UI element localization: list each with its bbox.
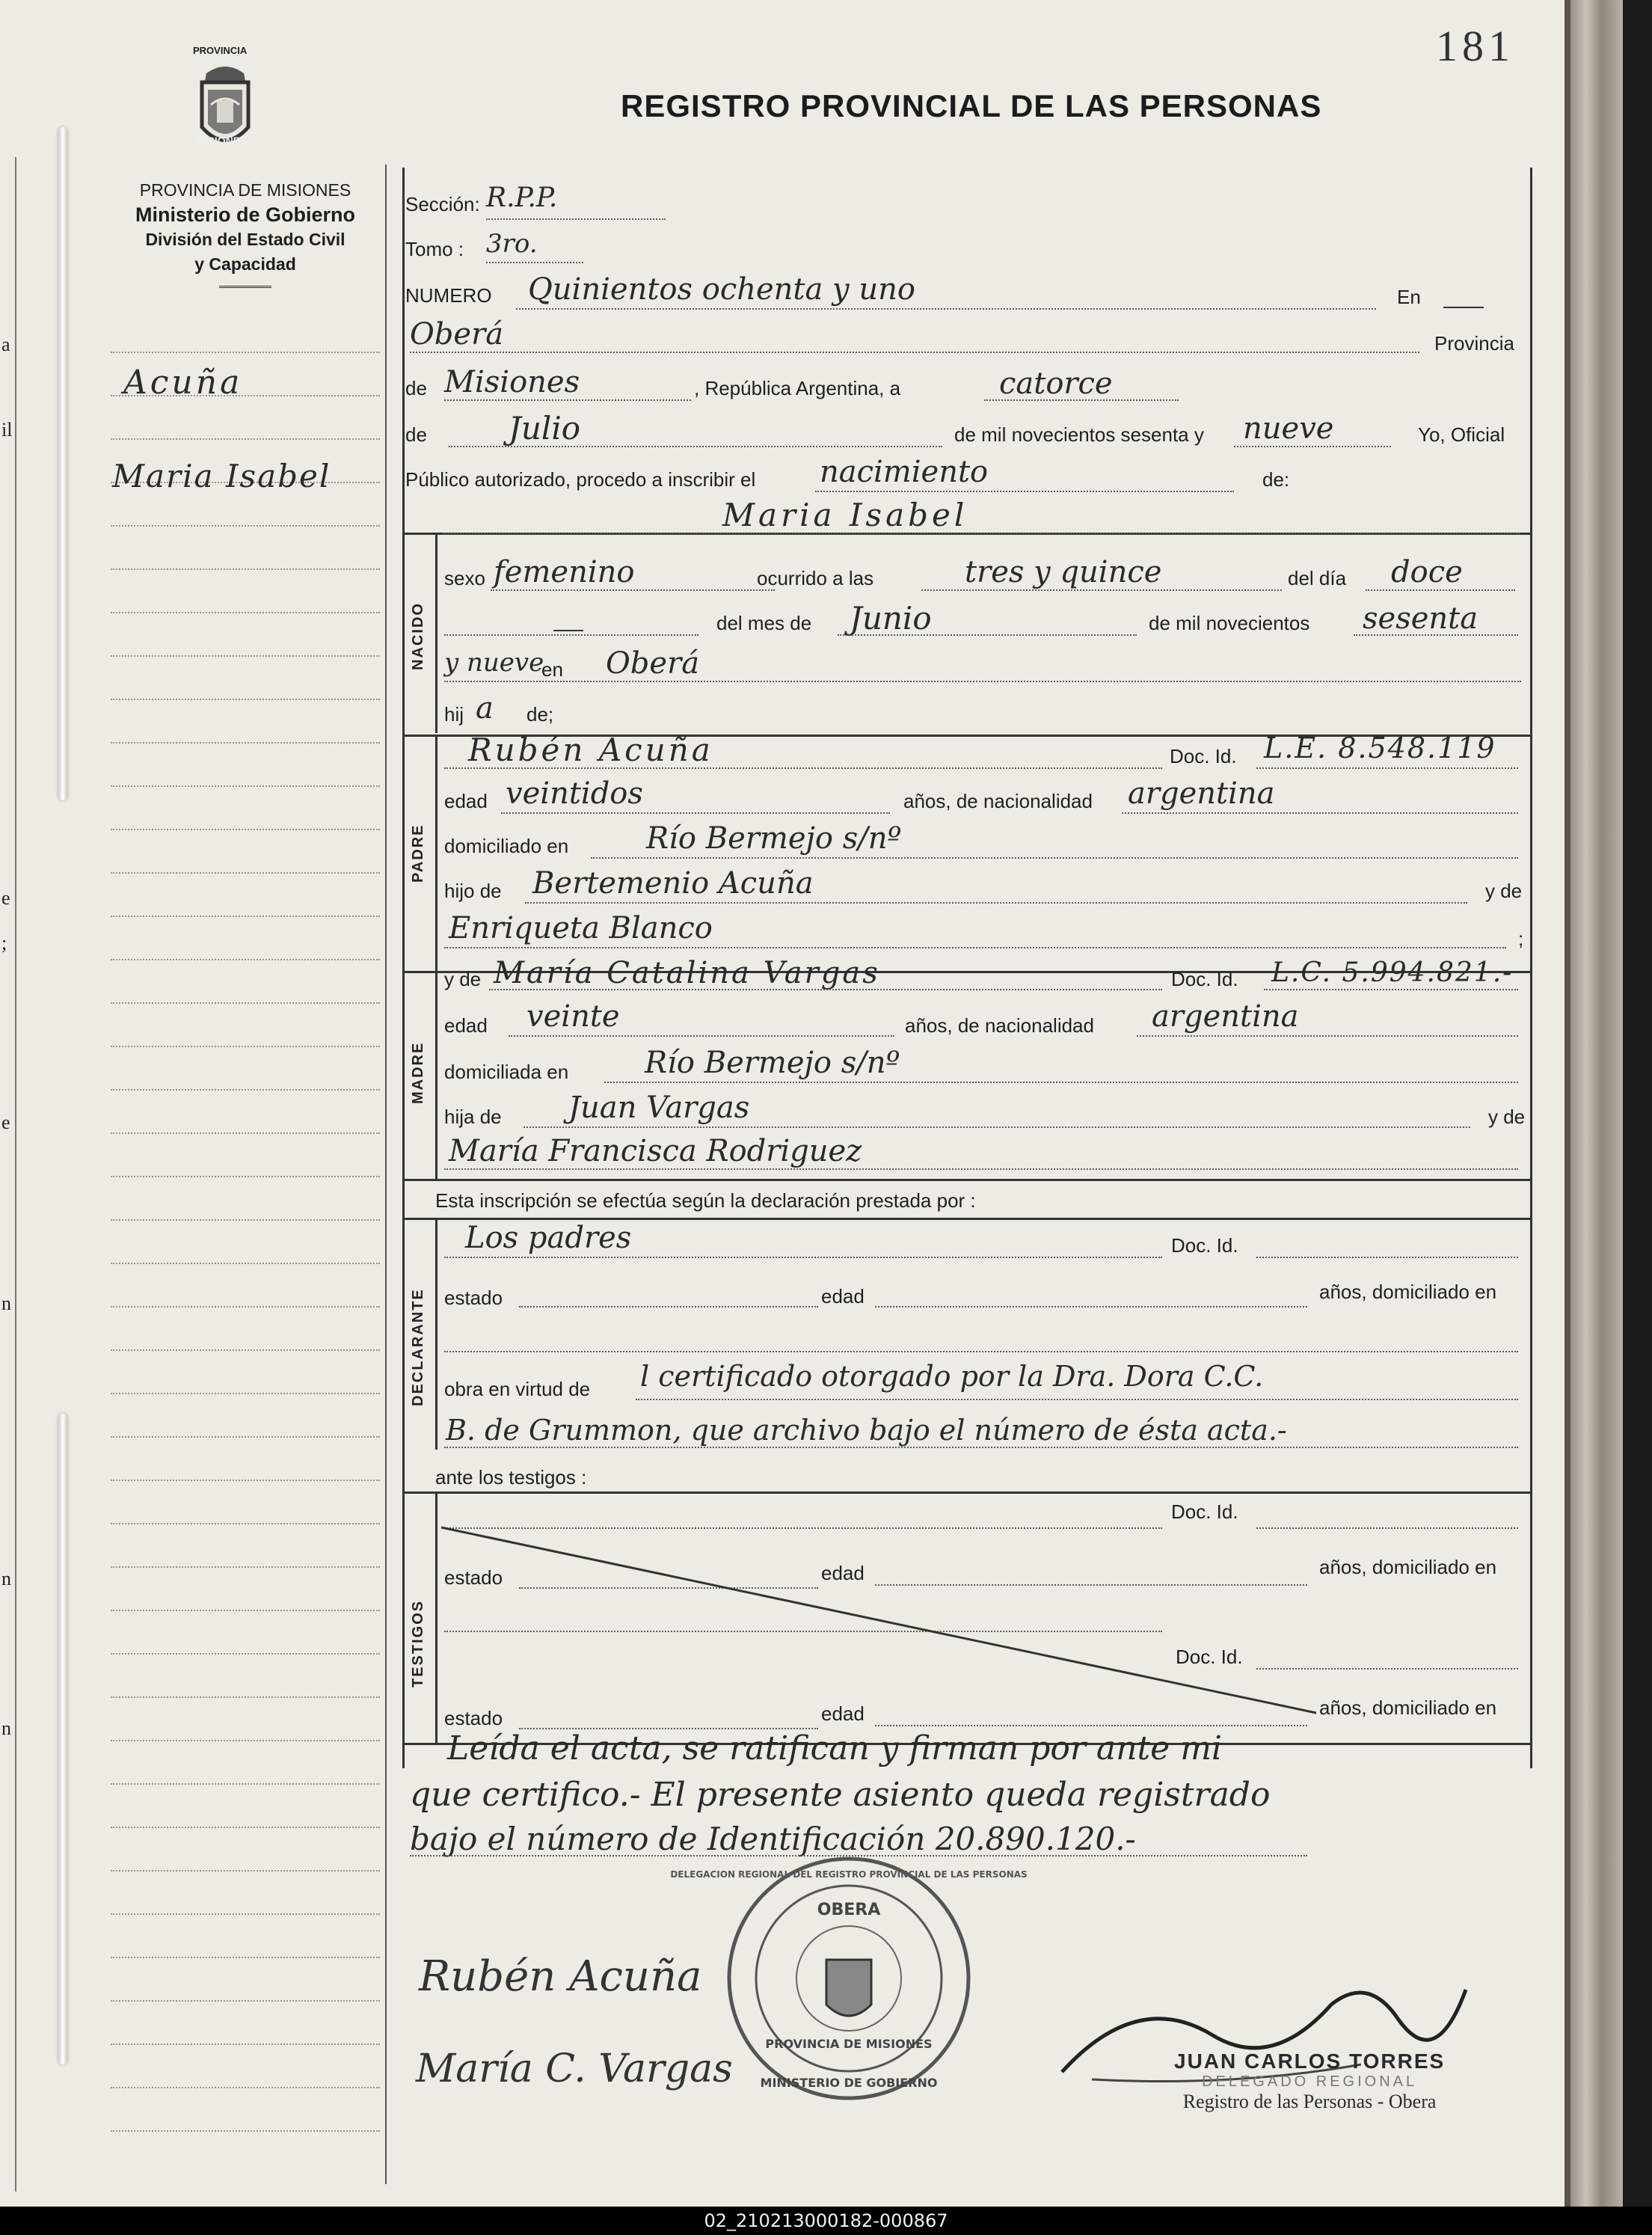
act-value: nacimiento [820,455,989,489]
madre-madre-de: María Francisca Rodriguez [449,1134,862,1168]
yo-oficial-label: Yo, Oficial [1418,423,1505,446]
padre-y-de-label: y de [1485,880,1523,902]
padre-semicolon: ; [1518,928,1524,950]
edge-fragment: n [1,1293,11,1314]
provincia-label: Provincia [1434,332,1514,355]
sexo-value: femenino [494,555,635,589]
nacido-name: Maria Isabel [722,497,968,533]
edge-fragment: n [1,1717,11,1739]
mil-label: de mil novecientos sesenta y [954,423,1204,446]
edge-fragment: il [1,419,13,441]
issuer-province: PROVINCIA DE MISIONES [139,180,351,200]
officer-title: DELEGADO REGIONAL [1202,2073,1418,2090]
hijo-suffix: a [476,691,494,726]
edge-fragment: ; [1,932,7,954]
testigo1-doc-label: Doc. Id. [1171,1500,1238,1523]
padre-doc-value: L.E. 8.548.119 [1264,732,1496,764]
month-value: Julio [509,410,581,447]
testigo1-edad-label: edad [821,1562,865,1584]
officer-block [1174,2049,1445,2113]
testigos-label: TESTIGOS [410,1599,426,1687]
madre-nacionalidad: argentina [1152,999,1299,1034]
ocurrido-label: ocurrido a las [757,567,874,589]
testigo2-doc-label: Doc. Id. [1176,1646,1243,1668]
stamp-bottom-text: MINISTERIO DE GOBIERNO [760,2076,938,2090]
obra-label: obra en virtud de [444,1378,591,1400]
obra-line2: B. de Grummon, que archivo bajo el número de ésta acta.- [446,1414,1287,1447]
closing-line1: Leída el acta, se ratifican y firman por ante mi [447,1729,1222,1768]
declarante-anios-label: años, domiciliado en [1319,1281,1497,1303]
anio2-value: y nueve [444,648,544,678]
de-label: de [405,377,427,399]
stamp-outer-text: DELEGACION REGIONAL DEL REGISTRO PROVINCIAL DE LAS PERSONAS [670,1869,1028,1880]
issuer-ministry: Ministerio de Gobierno [135,203,356,226]
declaracion-text: Esta inscripción se efectúa según la declaración prestada por : [435,1189,976,1212]
issuer-capacity: y Capacidad [194,254,296,274]
madre-label: MADRE [410,1041,426,1104]
madre-dom-label: domiciliada en [444,1061,569,1083]
deldia-label: del día [1288,567,1347,589]
stamp-center-text: OBERA [817,1901,881,1919]
issuer-division: División del Estado Civil [145,230,346,249]
madre-y-de-label: y de [444,968,482,990]
testigo1-estado-label: estado [444,1566,503,1589]
padre-edad-value: veintidos [506,776,643,811]
closing-line3: bajo el número de Identificación 20.890.120.- [410,1821,1136,1857]
madre-edad-value: veinte [526,999,620,1034]
madre-padre-de: Juan Vargas [568,1091,750,1125]
crest-top-text: PROVINCIA [193,45,248,56]
padre-doc-label: Doc. Id. [1170,745,1237,767]
de-semicolon-label: de; [526,703,554,726]
en-label: En [1397,286,1421,308]
stamp-province-text: PROVINCIA DE MISIONES [765,2037,933,2051]
edge-fragment: e [1,1112,10,1133]
closing-line2: que certifico.- El presente asiento queda registrado [410,1776,1271,1814]
madre-nac-label: años, de nacionalidad [905,1014,1094,1037]
anio-value: sesenta [1363,601,1478,636]
padre-nacionalidad: argentina [1128,776,1275,811]
image-id-footer: 02_210213000182-000867 [0,2207,1652,2235]
obra-line1: l certificado otorgado por la Dra. Dora C.C. [640,1360,1264,1393]
testigo2-anios-label: años, domiciliado en [1319,1696,1497,1719]
madre-hija-de-label: hija de [444,1106,502,1128]
page-number: 181 [1436,22,1514,70]
declarante-doc-label: Doc. Id. [1171,1234,1238,1257]
seccion-value: R.P.P. [486,183,558,213]
official-stamp-icon [670,1855,1028,2102]
mes-value: Junio [850,600,932,637]
padre-hijo-de-label: hijo de [444,880,502,902]
nacido-label: NACIDO [410,602,426,670]
place-value: Oberá [410,317,504,352]
province-value: Misiones [444,365,580,399]
numero-label: NUMERO [405,284,492,307]
padre-name: Rubén Acuña [468,732,713,768]
document-title: REGISTRO PROVINCIAL DE LAS PERSONAS [621,88,1322,123]
tomo-value: 3ro. [486,229,538,259]
edge-fragment: a [1,334,10,355]
declarante-estado-label: estado [444,1287,503,1309]
madre-domicilio: Río Bermejo s/nº [645,1046,900,1080]
declarante-name: Los padres [465,1221,632,1255]
declarante-label: DECLARANTE [410,1288,426,1406]
madre-doc-label: Doc. Id. [1171,968,1238,990]
sexo-label: sexo [444,567,485,589]
signature-mother: María C. Vargas [416,2047,733,2091]
testigos-intro: ante los testigos : [435,1466,587,1489]
stub-given-names: Maria Isabel [112,458,331,494]
padre-dom-label: domiciliado en [444,835,569,857]
declarante-edad-label: edad [821,1285,865,1307]
publico-label: Público autorizado, procedo a inscribir el [405,468,756,491]
crest-label: MISIONES [196,135,248,147]
madre-edad-label: edad [444,1014,488,1037]
year-value: nueve [1243,411,1334,446]
day-value: catorce [999,367,1113,401]
testigo1-anios-label: años, domiciliado en [1319,1556,1497,1578]
tomo-label: Tomo : [405,238,464,260]
madre-y-de2-label: y de [1488,1106,1526,1128]
edge-fragment: n [1,1568,11,1589]
padre-madre-de: Enriqueta Blanco [449,911,713,945]
testigo2-estado-label: estado [444,1707,503,1729]
mil-novecientos-label: de mil novecientos [1149,612,1310,634]
padre-label: PADRE [410,824,426,883]
lugar-value: Oberá [606,646,700,681]
republica-label: , República Argentina, a [694,377,901,399]
numero-value: Quinientos ochenta y uno [528,272,915,307]
delmes-label: del mes de [716,612,812,634]
officer-name: JUAN CARLOS TORRES [1174,2049,1446,2073]
de-month-label: de [405,423,427,446]
padre-edad-label: edad [444,790,488,812]
signature-father: Rubén Acuña [419,1952,702,2001]
madre-name: María Catalina Vargas [494,956,880,990]
padre-nac-label: años, de nacionalidad [903,790,1093,812]
en-nacido-label: en [541,658,563,681]
testigo2-edad-label: edad [821,1702,865,1725]
stub-surname: Acuña [123,364,243,402]
edge-fragment: e [1,887,10,909]
hora-value: tres y quince [965,555,1162,589]
seccion-label: Sección: [405,193,480,215]
dia-value: doce [1391,555,1463,589]
madre-doc-value: L.C. 5.994.821.- [1271,957,1514,988]
officer-office: Registro de las Personas - Obera [1182,2091,1437,2112]
padre-domicilio: Río Bermejo s/nº [646,821,902,856]
hijo-label: hij [444,703,464,726]
de-colon-label: de: [1262,468,1290,491]
padre-padre-de: Bertemenio Acuña [532,866,814,901]
